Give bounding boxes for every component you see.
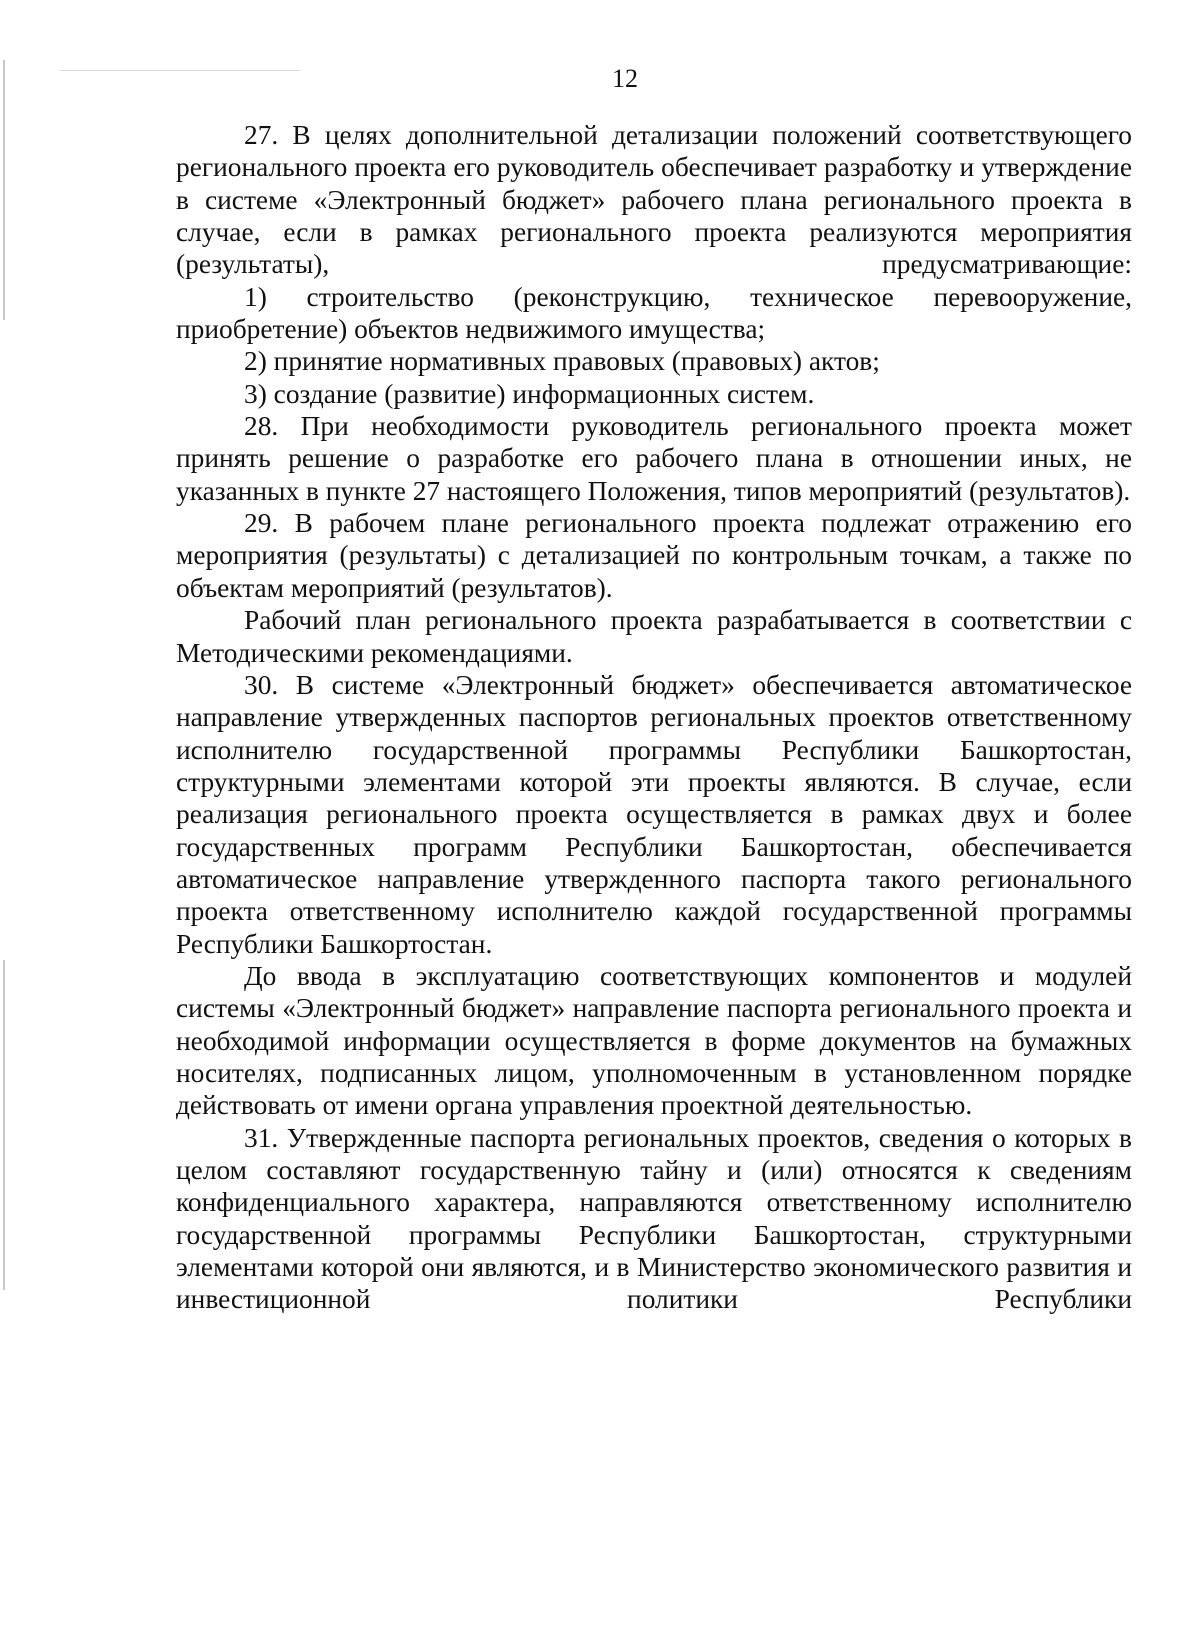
- paragraph-29-part-2: Рабочий план регионального проекта разрабатывается в соответствии с Методическими рекомендациями.: [176, 605, 1132, 668]
- paragraph-27-item-2: 2) принятие нормативных правовых (правовых) актов;: [244, 346, 880, 377]
- scan-edge-mark: [3, 60, 5, 320]
- paragraph-28: 28. При необходимости руководитель регионального проекта может принять решение о разработке его рабочего плана в отношении иных, не указанных в пункте 27 настоящего Положения, типов мероприятий (результатов).: [176, 411, 1132, 506]
- paragraph-27-item-3: 3) создание (развитие) информационных систем.: [244, 378, 815, 409]
- paragraph-30-part-2: До ввода в эксплуатацию соответствующих компонентов и модулей системы «Электронный бюджет» направление паспорта регионального проекта и необходимой информации осуществляется в форме документов на бумажных носителях, подписанных лицом, уполномоченным в установленном порядке действовать от имени органа управления проектной деятельностью.: [176, 960, 1132, 1121]
- paragraph-31: 31. Утвержденные паспорта региональных проектов, сведения о которых в целом составляют государственную тайну и (или) относятся к сведениям конфиденциального характера, направляются ответственному исполнителю государственной программы Республики Башкортостан, структурными элементами которой они являются, и в Министерство экономического развития и инвестиционной политики Республики: [176, 1122, 1132, 1315]
- scan-edge-mark: [3, 960, 5, 1290]
- document-body: [176, 119, 1132, 1316]
- paragraph-27: 27. В целях дополнительной детализации положений соответствующего регионального проекта его руководитель обеспечивает разработку и утверждение в системе «Электронный бюджет» рабочего плана регионального проекта в случае, если в рамках регионального проекта реализуются мероприятия (результаты), предусматривающие:: [176, 120, 1132, 280]
- page-number: 12: [612, 64, 638, 93]
- paragraph-30: 30. В системе «Электронный бюджет» обеспечивается автоматическое направление утвержденных паспортов региональных проектов ответственному исполнителю государственной программы Республики Башкортостан, структурными элементами которой эти проекты являются. В случае, если реализация регионального проекта осуществляется в рамках двух и более государственных программ Республики Башкортостан, обеспечивается автоматическое направление утвержденного паспорта такого регионального проекта ответственному исполнителю каждой государственной программы Республики Башкортостан.: [176, 669, 1132, 959]
- paragraph-29: 29. В рабочем плане регионального проекта подлежат отражению его мероприятия (результаты) с детализацией по контрольным точкам, а также по объектам мероприятий (результатов).: [176, 508, 1132, 603]
- paragraph-27-item-1: 1) строительство (реконструкцию, техническое перевооружение, приобретение) объектов недвижимого имущества;: [176, 281, 1132, 345]
